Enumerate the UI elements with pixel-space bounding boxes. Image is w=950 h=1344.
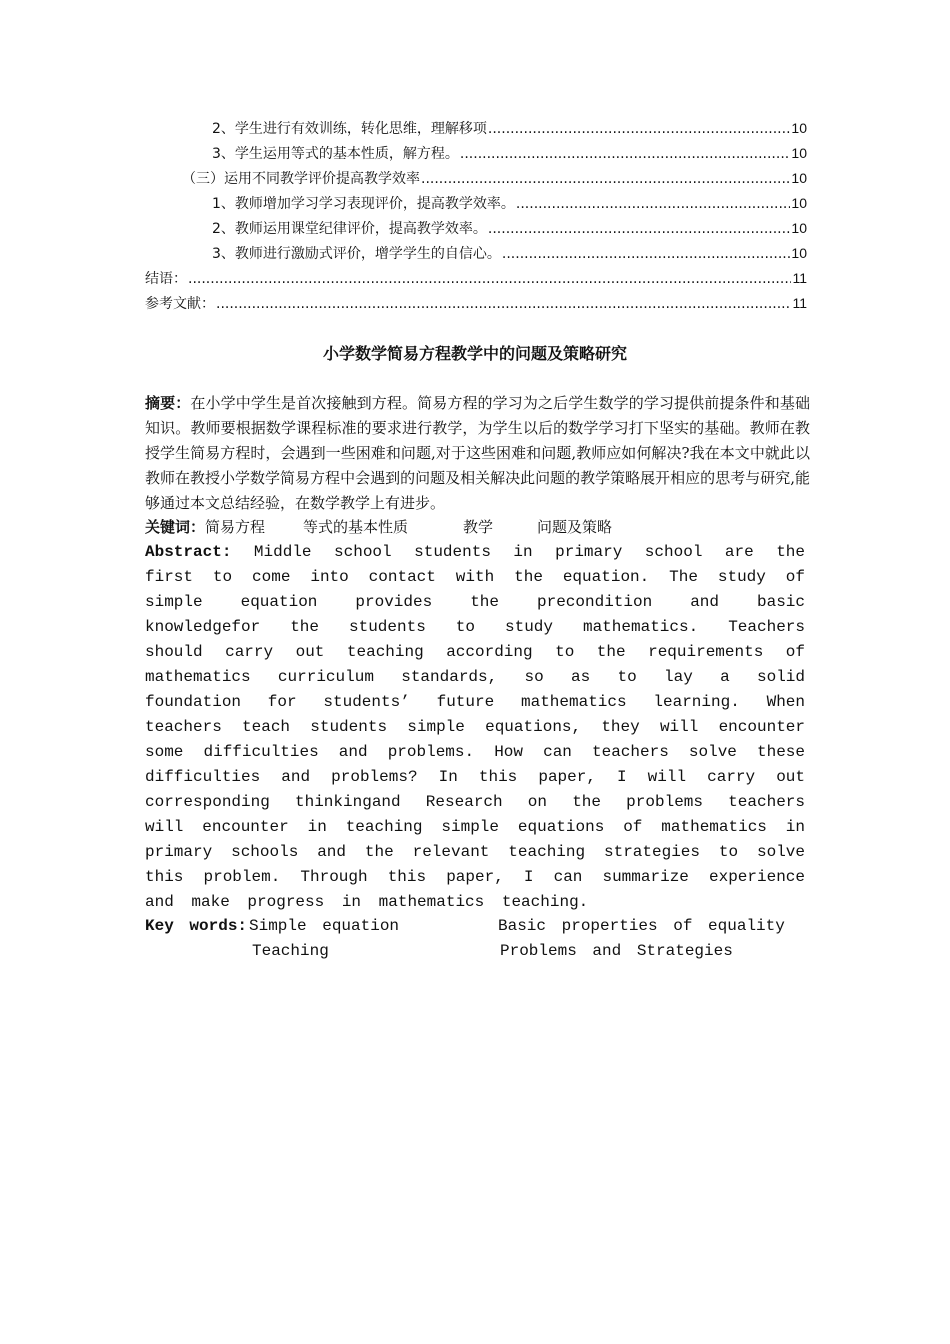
keyword-cn: 等式的基本性质 [303, 518, 409, 536]
toc-entry-page: 10 [791, 120, 807, 136]
keyword-en: Teaching [252, 942, 329, 960]
keyword-en: Simple equation [249, 917, 400, 935]
toc-entry[interactable] [145, 166, 807, 191]
abstract-en-text: Middle school students in primary school are the first to come into contact with the equation. The study of simple equation provides the precondition and basic knowledgefor the students to study mathematics. Teachers should carry out teaching according to the requirements of mathematics curriculum standards, so as to lay a solid foundation for students’ future mathematics learning. When teachers teach students simple equations, they will encounter some difficulties and problems. How can teachers solve these difficulties and problems? In this paper, I will carry out corresponding thinkingand Research on the problems teachers will encounter in teaching simple equations of mathematics in primary schools and the relevant teaching strategies to solve this problem. Through this paper, I can summarize experience and make progress in mathematics teaching. [145, 543, 806, 911]
toc-entry-page: 10 [791, 145, 807, 161]
toc-entry-page: 11 [792, 295, 807, 311]
toc-entry-page: 10 [791, 220, 807, 236]
toc-entry-text: 2、学生进行有效训练，转化思维，理解移项 [212, 121, 487, 137]
toc-entry-page: 10 [791, 170, 807, 186]
table-of-contents [145, 116, 807, 316]
toc-entry-text: 参考文献： [145, 296, 215, 312]
keyword-en: Basic properties of equality [498, 917, 785, 935]
paper-title: 小学数学简易方程教学中的问题及策略研究 [322, 344, 627, 363]
toc-leader-dots [216, 292, 791, 317]
keywords-cn-label: 关键词： [145, 518, 206, 536]
toc-entry-text: 1、教师增加学习学习表现评价，提高教学效率。 [212, 196, 515, 212]
keyword-cn: 问题及策略 [537, 518, 613, 536]
abstract-english [145, 540, 805, 915]
toc-entry-text: 3、教师进行激励式评价，增学学生的自信心。 [212, 246, 501, 262]
toc-entry[interactable] [145, 141, 807, 166]
toc-entry-page: 10 [791, 245, 807, 261]
keyword-cn: 简易方程 [205, 518, 266, 536]
toc-leader-dots [488, 117, 791, 142]
abstract-cn-text: 在小学中学生是首次接触到方程。简易方程的学习为之后学生数学的学习提供前提条件和基础知识。教师要根据数学课程标准的要求进行教学，为学生以后的数学学习打下坚实的基础。教师在教授学生简易方程时，会遇到一些困难和问题,对于这些困难和问题,教师应如何解决?我在本文中就此以教师在教授小学数学简易方程中会遇到的问题及相关解决此问题的教学策略展开相应的思考与研究,能够通过本文总结经验，在数学教学上有进步。 [145, 394, 810, 512]
toc-leader-dots [421, 167, 790, 192]
toc-entry-text: 结语： [145, 271, 187, 287]
keyword-cn: 教学 [463, 518, 494, 536]
toc-entry-page: 10 [791, 195, 807, 211]
keywords-chinese [145, 515, 810, 540]
toc-leader-dots [502, 242, 791, 267]
keyword-en: Problems and Strategies [500, 942, 733, 960]
toc-leader-dots [460, 142, 791, 167]
abstract-cn-label: 摘要： [145, 394, 191, 412]
keywords-en-label: Key words: [145, 917, 248, 935]
abstract-en-label: Abstract: [145, 543, 232, 561]
toc-entry-text: （三）运用不同教学评价提高教学效率 [182, 171, 420, 187]
toc-leader-dots [188, 267, 791, 292]
toc-entry[interactable] [145, 191, 807, 216]
toc-entry[interactable] [145, 291, 807, 316]
toc-entry[interactable] [145, 116, 807, 141]
toc-leader-dots [516, 192, 791, 217]
toc-entry-text: 2、教师运用课堂纪律评价，提高教学效率。 [212, 221, 487, 237]
toc-entry-page: 11 [792, 270, 807, 286]
toc-entry[interactable] [145, 266, 807, 291]
toc-entry[interactable] [145, 241, 807, 266]
abstract-chinese [145, 391, 810, 516]
toc-entry-text: 3、学生运用等式的基本性质，解方程。 [212, 146, 459, 162]
toc-entry[interactable] [145, 216, 807, 241]
toc-leader-dots [488, 217, 791, 242]
